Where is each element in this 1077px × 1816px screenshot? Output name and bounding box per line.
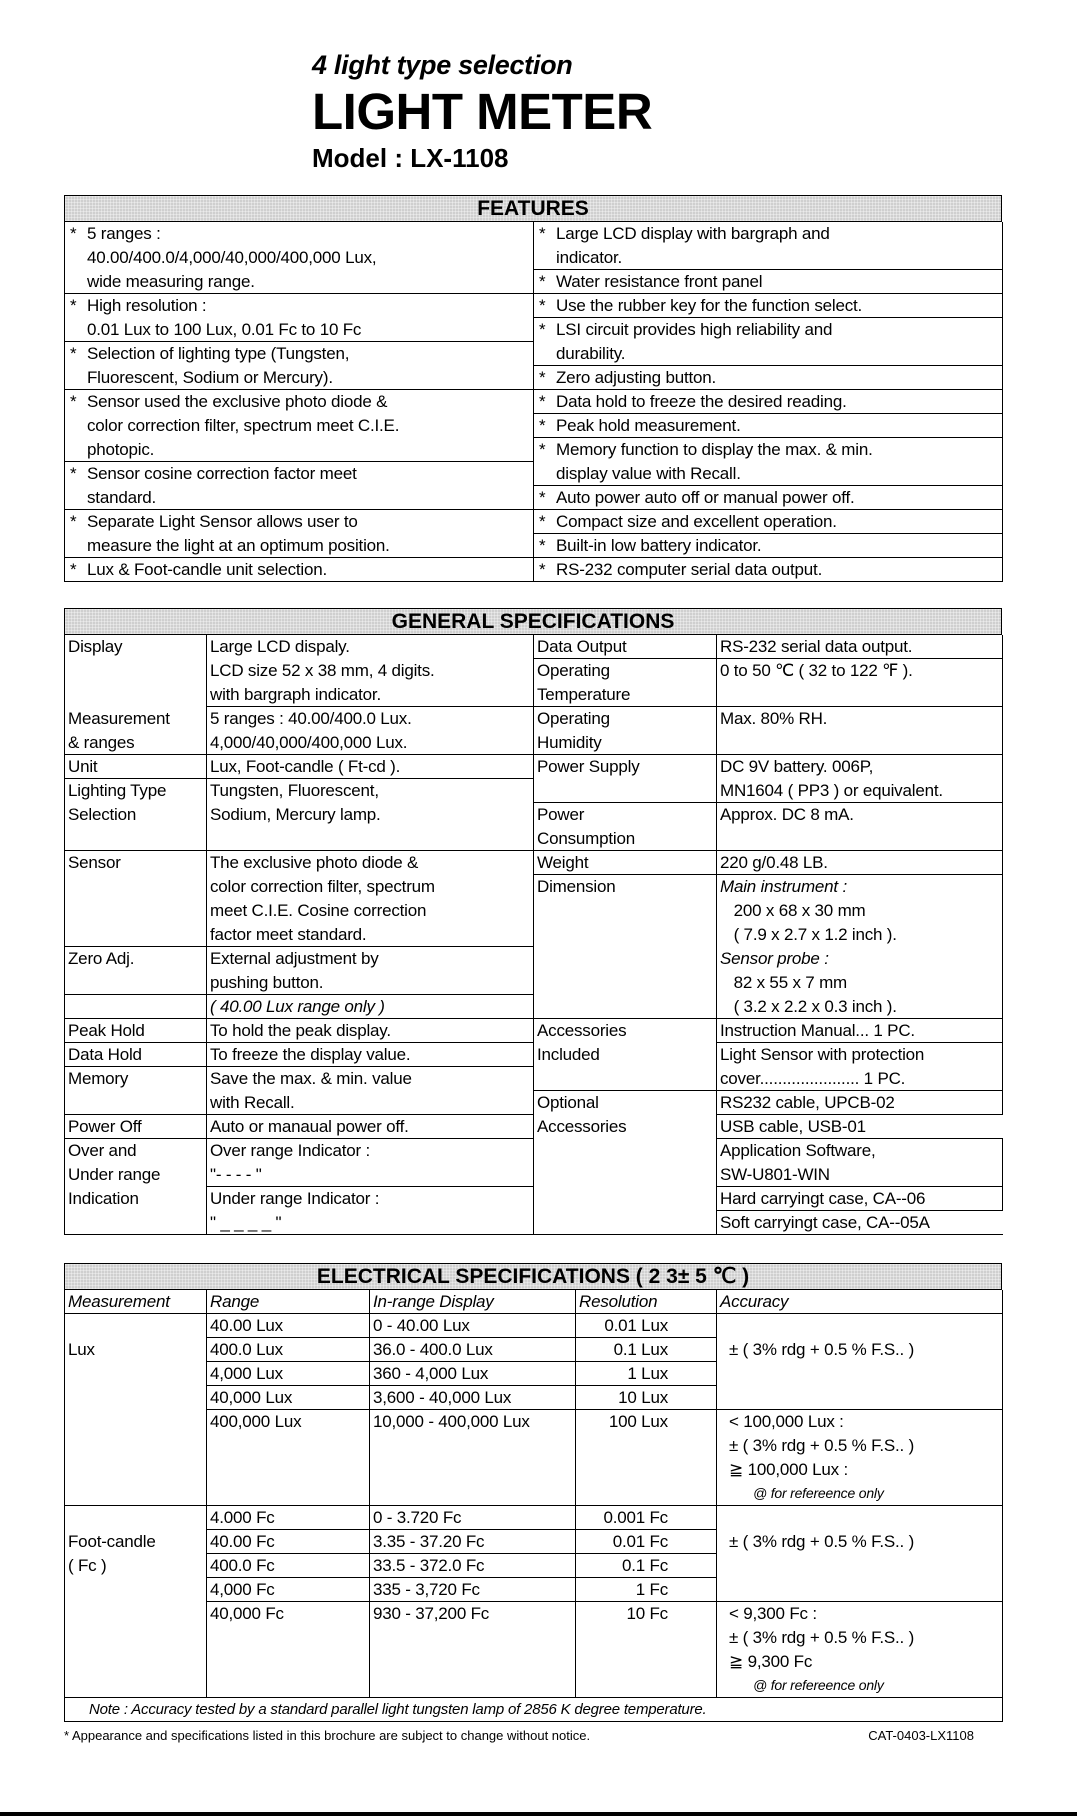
resolution-cell: 10 Fc bbox=[576, 1602, 717, 1698]
spec-label-peak-hold: Peak Hold bbox=[65, 1019, 207, 1043]
range-cell: 4,000 Lux bbox=[207, 1362, 370, 1386]
reference-note: @ for refereence only bbox=[753, 1677, 884, 1693]
feature-item: * Selection of lighting type (Tungsten, Fluorescent, Sodium or Mercury). bbox=[65, 342, 534, 390]
accuracy-text: < 9,300 Fc : ± ( 3% rdg + 0.5 % F.S.. ) ≧ 9,300 Fc bbox=[729, 1604, 915, 1671]
catalog-code: CAT-0403-LX1108 bbox=[868, 1728, 974, 1743]
spec-value-optional-accessory: USB cable, USB-01 bbox=[717, 1115, 1003, 1139]
resolution-cell: 0.01 Fc bbox=[576, 1530, 717, 1554]
spec-value-optional-accessory: Soft carryingt case, CA--05A bbox=[717, 1211, 1003, 1235]
resolution-cell: 10 Lux bbox=[576, 1386, 717, 1410]
title-block bbox=[312, 48, 652, 174]
spec-value-optional-accessory: RS232 cable, UPCB-02 bbox=[717, 1091, 1003, 1115]
spec-value-power-supply: DC 9V battery. 006P, MN1604 ( PP3 ) or equivalent. bbox=[717, 755, 1003, 803]
accuracy-note: Note : Accuracy tested by a standard parallel light tungsten lamp of 2856 K degree temperature. bbox=[65, 1698, 1003, 1722]
spec-label-dimension: Dimension bbox=[534, 875, 717, 1019]
resolution-cell: 1 Lux bbox=[576, 1362, 717, 1386]
spec-value-unit: Lux, Foot-candle ( Ft-cd ). bbox=[207, 755, 534, 779]
spec-label-weight: Weight bbox=[534, 851, 717, 875]
features-section bbox=[64, 195, 1002, 582]
measurement-lux: Lux bbox=[65, 1314, 207, 1506]
spec-value-ranges: 5 ranges : 40.00/400.0 Lux. 4,000/40,000/400,000 Lux. bbox=[207, 707, 534, 755]
feature-item: * Sensor used the exclusive photo diode & color correction filter, spectrum meet C.I.E. photopic. bbox=[65, 390, 534, 462]
spec-label-unit: Unit bbox=[65, 755, 207, 779]
range-cell: 40,000 Lux bbox=[207, 1386, 370, 1410]
footer bbox=[64, 1728, 974, 1743]
column-header: Range bbox=[207, 1290, 370, 1314]
feature-item: * Sensor cosine correction factor meet standard. bbox=[65, 462, 534, 510]
spec-label-range-indication: Over and Under range Indication bbox=[65, 1139, 207, 1235]
range-cell: 400.0 Lux bbox=[207, 1338, 370, 1362]
measurement-foot-candle: Foot-candle ( Fc ) bbox=[65, 1506, 207, 1698]
spec-label-zero-adj: Zero Adj. bbox=[65, 947, 207, 995]
accuracy-cell: ± ( 3% rdg + 0.5 % F.S.. ) bbox=[717, 1314, 1003, 1410]
spec-value-power-consumption: Approx. DC 8 mA. bbox=[717, 803, 1003, 851]
column-header: In-range Display bbox=[370, 1290, 576, 1314]
general-specs-section bbox=[64, 608, 1002, 1235]
accuracy-cell-high bbox=[717, 1410, 1003, 1506]
spec-value-sensor: The exclusive photo diode & color correction filter, spectrum meet C.I.E. Cosine correction factor meet standard. bbox=[207, 851, 534, 947]
display-cell: 930 - 37,200 Fc bbox=[370, 1602, 576, 1698]
feature-item: * Separate Light Sensor allows user to measure the light at an optimum position. bbox=[65, 510, 534, 558]
resolution-cell: 0.1 Lux bbox=[576, 1338, 717, 1362]
spec-value-main-instrument-label: Main instrument : bbox=[717, 875, 1003, 899]
display-cell: 10,000 - 400,000 Lux bbox=[370, 1410, 576, 1506]
feature-item: * Compact size and excellent operation. bbox=[534, 510, 1003, 534]
electrical-specs-table bbox=[64, 1289, 1002, 1722]
general-specs-table bbox=[64, 634, 1002, 1235]
feature-item: * Data hold to freeze the desired reading. bbox=[534, 390, 1003, 414]
resolution-cell: 1 Fc bbox=[576, 1578, 717, 1602]
spec-value-main-instrument-size: 200 x 68 x 30 mm ( 7.9 x 2.7 x 1.2 inch ). bbox=[717, 899, 1003, 947]
spec-label-display: Display Measurement & ranges bbox=[65, 635, 207, 755]
spec-label-power-off: Power Off bbox=[65, 1115, 207, 1139]
features-heading: FEATURES bbox=[64, 195, 1002, 221]
spec-value-humidity: Max. 80% RH. bbox=[717, 707, 1003, 755]
electrical-specs-section bbox=[64, 1263, 1002, 1722]
range-cell: 40.00 Lux bbox=[207, 1314, 370, 1338]
spec-value-lighting-type: Tungsten, Fluorescent, Sodium, Mercury lamp. bbox=[207, 779, 534, 851]
feature-item: * Memory function to display the max. & min. display value with Recall. bbox=[534, 438, 1003, 486]
spec-value-under-range: Under range Indicator : " _ _ _ _ " bbox=[207, 1187, 534, 1235]
general-specs-heading: GENERAL SPECIFICATIONS bbox=[64, 608, 1002, 634]
feature-item: * Zero adjusting button. bbox=[534, 366, 1003, 390]
display-cell: 0 - 40.00 Lux bbox=[370, 1314, 576, 1338]
feature-item: * Water resistance front panel bbox=[534, 270, 1003, 294]
resolution-cell: 0.001 Fc bbox=[576, 1506, 717, 1530]
spec-label-sensor: Sensor bbox=[65, 851, 207, 947]
accuracy-text: < 100,000 Lux : ± ( 3% rdg + 0.5 % F.S.. ) ≧ 100,000 Lux : bbox=[729, 1412, 915, 1479]
spec-label-data-output: Data Output bbox=[534, 635, 717, 659]
spec-value-data-hold: To freeze the display value. bbox=[207, 1043, 534, 1067]
range-cell: 400.0 Fc bbox=[207, 1554, 370, 1578]
page-title: LIGHT METER bbox=[312, 83, 653, 140]
feature-item: * LSI circuit provides high reliability and durability. bbox=[534, 318, 1003, 366]
display-cell: 335 - 3,720 Fc bbox=[370, 1578, 576, 1602]
spec-value-accessory: Light Sensor with protection cover...................... 1 PC. bbox=[717, 1043, 1003, 1091]
resolution-cell: 0.01 Lux bbox=[576, 1314, 717, 1338]
spec-label-data-hold: Data Hold bbox=[65, 1043, 207, 1067]
spec-label-temperature: Operating Temperature bbox=[534, 659, 717, 707]
range-cell: 40.00 Fc bbox=[207, 1530, 370, 1554]
feature-item: * Large LCD display with bargraph and indicator. bbox=[534, 222, 1003, 270]
spec-label-lighting-type: Lighting Type Selection bbox=[65, 779, 207, 851]
spec-value-sensor-probe-size: 82 x 55 x 7 mm ( 3.2 x 2.2 x 0.3 inch ). bbox=[717, 971, 1003, 1019]
spec-value-data-output: RS-232 serial data output. bbox=[717, 635, 1003, 659]
resolution-cell: 0.1 Fc bbox=[576, 1554, 717, 1578]
subtitle: 4 light type selection bbox=[312, 50, 573, 80]
spec-label-accessories: Accessories Included bbox=[534, 1019, 717, 1091]
spec-label-power-consumption: Power Consumption bbox=[534, 803, 717, 851]
bottom-divider bbox=[0, 1812, 1077, 1816]
spec-label-optional-accessories: Optional Accessories bbox=[534, 1091, 717, 1235]
range-cell: 4.000 Fc bbox=[207, 1506, 370, 1530]
display-cell: 360 - 4,000 Lux bbox=[370, 1362, 576, 1386]
features-table bbox=[64, 221, 1002, 582]
range-cell: 4,000 Fc bbox=[207, 1578, 370, 1602]
feature-item: * Auto power auto off or manual power off. bbox=[534, 486, 1003, 510]
display-cell: 3.35 - 37.20 Fc bbox=[370, 1530, 576, 1554]
model-number: Model : LX-1108 bbox=[312, 143, 509, 173]
spec-value-power-off: Auto or manaual power off. bbox=[207, 1115, 534, 1139]
display-cell: 0 - 3.720 Fc bbox=[370, 1506, 576, 1530]
feature-item: * 5 ranges : 40.00/400.0/4,000/40,000/400,000 Lux, wide measuring range. bbox=[65, 222, 534, 294]
spec-value-optional-accessory: Hard carryingt case, CA--06 bbox=[717, 1187, 1003, 1211]
column-header: Resolution bbox=[576, 1290, 717, 1314]
reference-note: @ for refereence only bbox=[753, 1485, 884, 1501]
spec-value-accessory: Instruction Manual... 1 PC. bbox=[717, 1019, 1003, 1043]
spec-value-weight: 220 g/0.48 LB. bbox=[717, 851, 1003, 875]
column-header: Measurement bbox=[65, 1290, 207, 1314]
accuracy-cell-high bbox=[717, 1602, 1003, 1698]
column-header: Accuracy bbox=[717, 1290, 1003, 1314]
spec-value-optional-accessory: Application Software, SW-U801-WIN bbox=[717, 1139, 1003, 1187]
feature-item: * Lux & Foot-candle unit selection. bbox=[65, 558, 534, 582]
spec-value-over-range: Over range Indicator : "- - - - " bbox=[207, 1139, 534, 1187]
display-cell: 36.0 - 400.0 Lux bbox=[370, 1338, 576, 1362]
spec-value-peak-hold: To hold the peak display. bbox=[207, 1019, 534, 1043]
display-cell: 3,600 - 40,000 Lux bbox=[370, 1386, 576, 1410]
spec-value-display: Large LCD dispaly. LCD size 52 x 38 mm, 4 digits. with bargraph indicator. bbox=[207, 635, 534, 707]
spec-value-temperature: 0 to 50 ℃ ( 32 to 122 ℉ ). bbox=[717, 659, 1003, 707]
spec-label-power-supply: Power Supply bbox=[534, 755, 717, 803]
spec-value-memory: Save the max. & min. value with Recall. bbox=[207, 1067, 534, 1115]
accuracy-cell: ± ( 3% rdg + 0.5 % F.S.. ) bbox=[717, 1506, 1003, 1602]
resolution-cell: 100 Lux bbox=[576, 1410, 717, 1506]
feature-item: * RS-232 computer serial data output. bbox=[534, 558, 1003, 582]
range-cell: 400,000 Lux bbox=[207, 1410, 370, 1506]
spec-label-humidity: Operating Humidity bbox=[534, 707, 717, 755]
spec-label-blank bbox=[65, 995, 207, 1019]
display-cell: 33.5 - 372.0 Fc bbox=[370, 1554, 576, 1578]
spec-value-zero-adj-note: ( 40.00 Lux range only ) bbox=[207, 995, 534, 1019]
spec-value-zero-adj: External adjustment by pushing button. bbox=[207, 947, 534, 995]
electrical-specs-heading: ELECTRICAL SPECIFICATIONS ( 2 3± 5 ℃ ) bbox=[64, 1263, 1002, 1289]
feature-item: * Built-in low battery indicator. bbox=[534, 534, 1003, 558]
feature-item: * Use the rubber key for the function select. bbox=[534, 294, 1003, 318]
feature-item: * Peak hold measurement. bbox=[534, 414, 1003, 438]
spec-value-sensor-probe-label: Sensor probe : bbox=[717, 947, 1003, 971]
disclaimer: * Appearance and specifications listed in this brochure are subject to change without notice. bbox=[64, 1728, 591, 1743]
range-cell: 40,000 Fc bbox=[207, 1602, 370, 1698]
feature-item: * High resolution : 0.01 Lux to 100 Lux, 0.01 Fc to 10 Fc bbox=[65, 294, 534, 342]
spec-label-memory: Memory bbox=[65, 1067, 207, 1115]
